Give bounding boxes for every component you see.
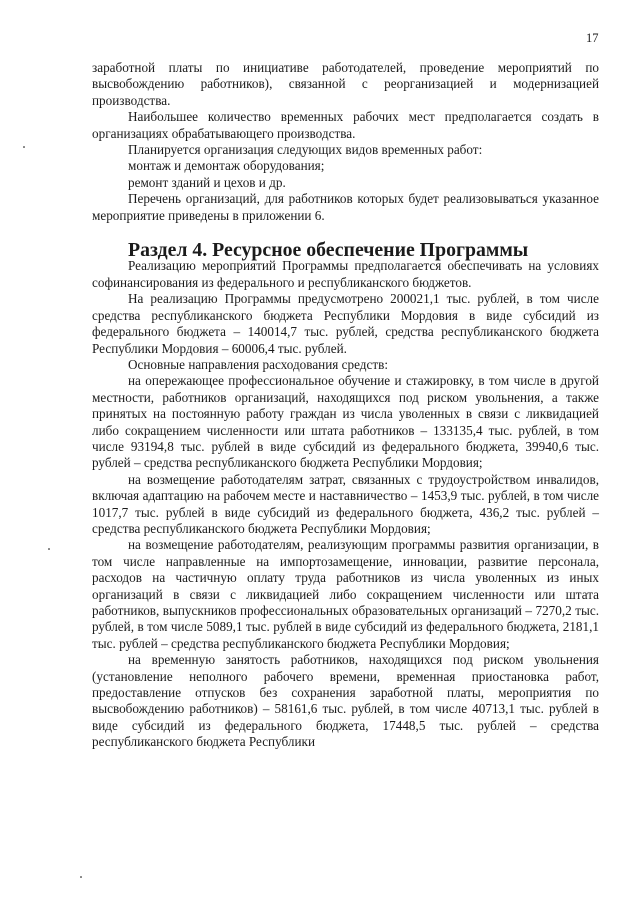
paragraph-cofinancing: Реализацию мероприятий Программы предполагается обеспечивать на условиях софинансирования из федерального и республиканского бюджетов. <box>92 258 599 290</box>
paragraph-appendix-reference: Перечень организаций, для работников которых будет реализовываться указанное мероприятие приведены в приложении 6. <box>92 191 599 223</box>
paragraph-development-programs: на возмещение работодателям, реализующим программы развития организации, в том числе направленные на импортозамещение, инновации, развитие персонала, расходов на частичную оплату труда работников из числа уволенных из иных организаций в связи с ликвидацией либо сокращением численности или штата работников, выпускников профессиональных образовательных организаций – 7270,2 тыс. рублей, в том числе 5089,1 тыс. рублей в виде субсидий из федерального бюджета, 2181,1 тыс. рублей – средства республиканского бюджета Республики Мордовия; <box>92 537 599 651</box>
paragraph-continuation: заработной платы по инициативе работодателей, проведение мероприятий по высвобождению работников), связанной с реорганизацией и модернизацией производства. <box>92 60 599 108</box>
page-number: 17 <box>586 31 599 45</box>
paragraph-spending-directions: Основные направления расходования средств: <box>128 356 388 372</box>
paragraph-temporary-employment: на временную занятость работников, находящихся под риском увольнения (установление неполного рабочего времени, временная приостановка работ, предоставление отпусков без сохранения заработной платы, мероприятия по высвобождению работников) – 58161,6 тыс. рублей, в том числе 40713,1 тыс. рублей в виде субсидий из федерального бюджета, 17448,5 тыс. рублей – средства республиканского бюджета Республики <box>92 652 599 750</box>
paragraph-total-funding: На реализацию Программы предусмотрено 200021,1 тыс. рублей, в том числе средства республиканского бюджета Республики Мордовия в виде субсидий из федерального бюджета – 140014,7 тыс. рублей, средства республиканского бюджета Республики Мордовия – 60006,4 тыс. рублей. <box>92 291 599 356</box>
paragraph-disabled-employment: на возмещение работодателям затрат, связанных с трудоустройством инвалидов, включая адаптацию на рабочем месте и наставничество – 1453,9 тыс. рублей, в том числе 1017,7 тыс. рублей в виде субсидий из федерального бюджета, 436,2 тыс. рублей – средства республиканского бюджета Республики Мордовия; <box>92 471 599 536</box>
scan-speck <box>23 146 25 148</box>
section-heading: Раздел 4. Ресурсное обеспечение Программы <box>128 239 529 262</box>
list-item-repair: ремонт зданий и цехов и др. <box>128 174 286 190</box>
list-item-equipment: монтаж и демонтаж оборудования; <box>128 158 325 174</box>
paragraph-planned-work-types: Планируется организация следующих видов временных работ: <box>128 142 483 158</box>
scan-speck <box>48 548 50 550</box>
paragraph-training: на опережающее профессиональное обучение и стажировку, в том числе в другой местности, работников организаций, находящихся под риском увольнения, а также принятых на постоянную работу граждан из числа уволенных в связи с ликвидацией либо сокращением численности или штата работников – 133135,4 тыс. рублей, в том числе 93194,8 тыс. рублей в виде субсидий из федерального бюджета, 39940,6 тыс. рублей – средства республиканского бюджета Республики Мордовия; <box>92 373 599 471</box>
scan-speck <box>80 876 82 878</box>
paragraph-temporary-jobs: Наибольшее количество временных рабочих мест предполагается создать в организациях обрабатывающего производства. <box>92 109 599 141</box>
document-body <box>92 60 599 751</box>
